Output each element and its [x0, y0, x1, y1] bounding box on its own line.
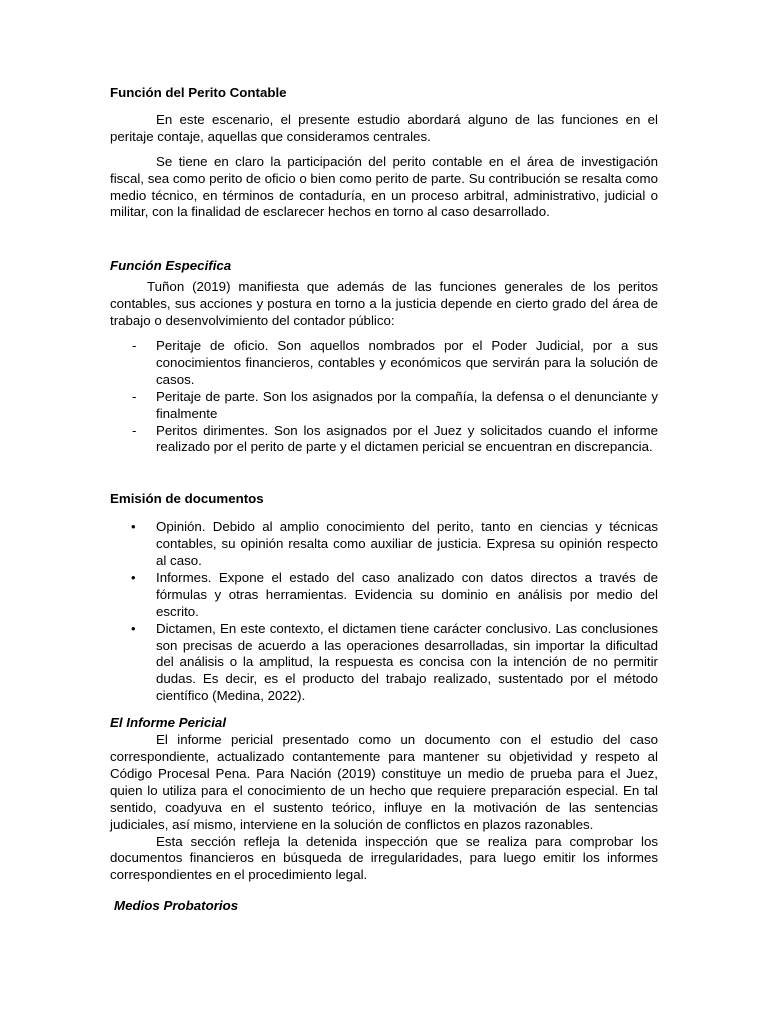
paragraph: Tuñon (2019) manifiesta que además de las funciones generales de los peritos contables, sus acciones y postura en torno a la justicia depende en cierto grado del área de trabajo o desenvolvimiento del contador público:	[110, 279, 658, 329]
dash-marker: -	[132, 388, 137, 404]
list-item	[110, 338, 658, 389]
list-item	[110, 389, 658, 423]
list-item-text: Dictamen, En este contexto, el dictamen tiene carácter conclusivo. Las conclusiones son precisas de acuerdo a las operaciones desarrolladas, sin importar la dificultad del análisis o la amplitud, la respuesta es concisa con la intención de no permitir dudas. Es decir, es el producto del trabajo realizado, sustentado por el método científico (Medina, 2022).	[156, 620, 658, 704]
list-item	[110, 519, 658, 570]
list-item-text: Peritaje de oficio. Son aquellos nombrados por el Poder Judicial, por a sus conocimientos financieros, contables y económicos que servirán para la solución de casos.	[156, 337, 658, 387]
heading-informe-pericial: El Informe Pericial	[110, 715, 227, 731]
list-item	[110, 423, 658, 457]
heading-funcion-especifica: Función Especifica	[110, 258, 232, 274]
bullet-list	[110, 519, 658, 705]
paragraph: Se tiene en claro la participación del perito contable en el área de investigación fiscal, sea como perito de oficio o bien como perito de parte. Su contribución se resalta como medio técnico, en términos de contaduría, en un proceso arbitral, administrativo, judicial o militar, con la finalidad de esclarecer hechos en torno al caso desarrollado.	[110, 153, 658, 220]
dash-marker: -	[132, 422, 137, 438]
list-item-text: Opinión. Debido al amplio conocimiento del perito, tanto en ciencias y técnicas contables, su opinión resalta como auxiliar de justicia. Expresa su opinión respecto al caso.	[156, 519, 658, 569]
list-item-text: Peritos dirimentes. Son los asignados por el Juez y solicitados cuando el informe realizado por el perito de parte y el dictamen pericial se encuentran en discrepancia.	[156, 422, 658, 455]
heading-emision-documentos: Emisión de documentos	[110, 491, 264, 507]
list-item-text: Informes. Expone el estado del caso analizado con datos directos a través de fórmulas y otras herramientas. Evidencia su dominio en análisis por medio del escrito.	[156, 569, 658, 619]
list-item	[110, 621, 658, 706]
list-item-text: Peritaje de parte. Son los asignados por la compañía, la defensa o el denunciante y finalmente	[156, 388, 658, 421]
dash-list	[110, 338, 658, 456]
bullet-marker: •	[131, 569, 136, 585]
paragraph: Esta sección refleja la detenida inspección que se realiza para comprobar los documentos financieros en búsqueda de irregularidades, para luego emitir los informes correspondientes en el procedimiento legal.	[110, 833, 658, 883]
document-page	[110, 85, 658, 915]
bullet-marker: •	[131, 620, 136, 636]
list-item	[110, 570, 658, 621]
dash-marker: -	[132, 337, 137, 353]
paragraph: En este escenario, el presente estudio abordará alguno de las funciones en el peritaje contaje, aquellas que consideramos centrales.	[110, 111, 658, 144]
bullet-marker: •	[131, 519, 136, 535]
paragraph: El informe pericial presentado como un documento con el estudio del caso correspondiente, actualizado contantemente para mantener su objetividad y respeto al Código Procesal Pena. Para Nación (2019) constituye un medio de prueba para el Juez, quien lo utiliza para el conocimiento de un hecho que requiere preparación especial. En tal sentido, coadyuva en el sustento teórico, influye en la motivación de las sentencias judiciales, así mismo, interviene en la solución de conflictos en plazos razonables.	[110, 732, 658, 832]
heading-funcion-perito-contable: Función del Perito Contable	[110, 85, 287, 100]
heading-medios-probatorios: Medios Probatorios	[114, 898, 239, 914]
